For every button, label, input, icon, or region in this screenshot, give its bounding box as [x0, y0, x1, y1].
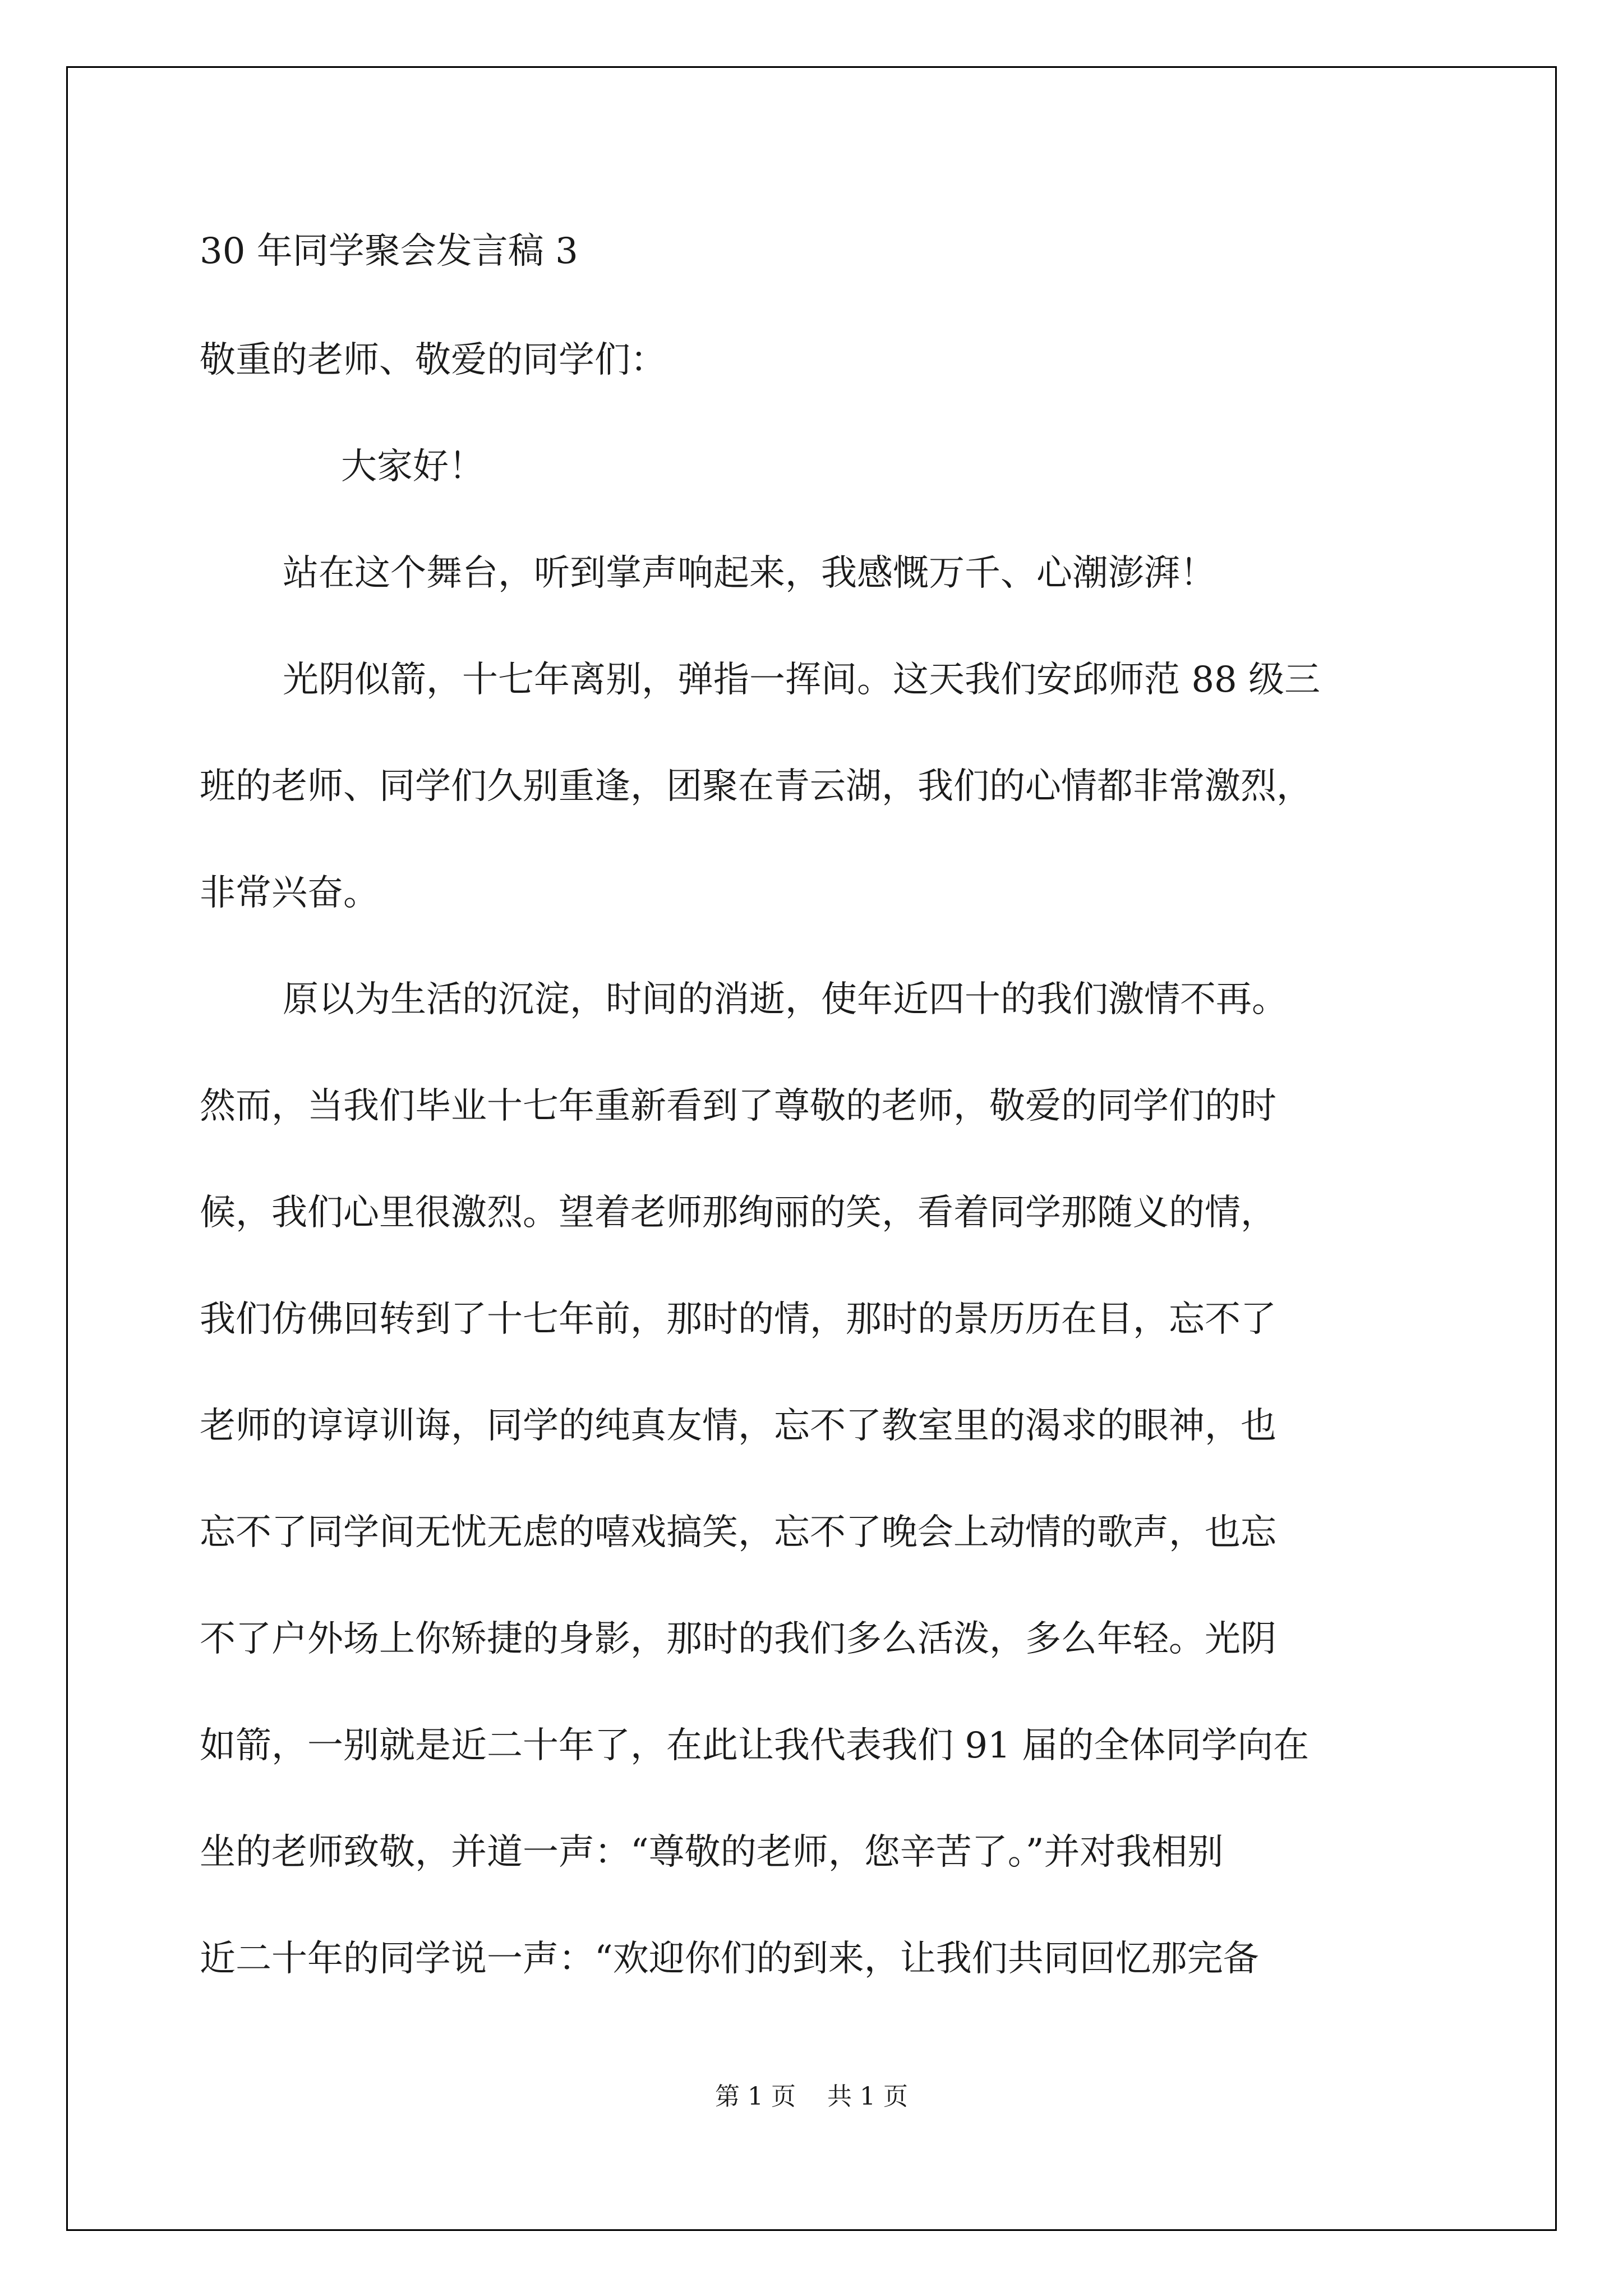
paragraph-line: 忘不了同学间无忧无虑的嘻戏搞笑，忘不了晚会上动情的歌声，也忘 [200, 1512, 1276, 1553]
paragraph-line: 坐的老师致敬，并道一声：“尊敬的老师，您辛苦了。”并对我相别 [200, 1832, 1224, 1873]
page-total: 共 1 页 [827, 2082, 908, 2111]
paragraph-line: 候，我们心里很激烈。望着老师那绚丽的笑，看着同学那随义的情， [200, 1192, 1276, 1234]
paragraph-line: 如箭，一别就是近二十年了，在此让我代表我们 91 届的全体同学向在 [200, 1725, 1310, 1766]
paragraph-line: 非常兴奋。 [200, 872, 379, 914]
paragraph-line: 站在这个舞台，听到掌声响起来，我感慨万千、心潮澎湃！ [283, 553, 1216, 594]
page-footer [0, 2082, 1623, 2111]
document-title: 30 年同学聚会发言稿 3 [200, 231, 578, 272]
page-number: 第 1 页 [715, 2082, 796, 2111]
paragraph-line: 原以为生活的沉淀，时间的消逝，使年近四十的我们激情不再。 [283, 979, 1288, 1020]
paragraph-line: 我们仿佛回转到了十七年前，那时的情，那时的景历历在目，忘不了 [200, 1299, 1276, 1340]
paragraph-line: 班的老师、同学们久别重逢，团聚在青云湖，我们的心情都非常激烈， [200, 766, 1312, 807]
paragraph-line: 光阴似箭，十七年离别，弹指一挥间。这天我们安邱师范 88 级三 [283, 659, 1321, 701]
greeting: 大家好！ [341, 446, 485, 487]
paragraph-line: 老师的谆谆训诲，同学的纯真友情，忘不了教室里的渴求的眼神，也 [200, 1405, 1276, 1447]
paragraph-line: 不了户外场上你矫捷的身影，那时的我们多么活泼，多么年轻。光阴 [200, 1618, 1276, 1660]
salutation: 敬重的老师、敬爱的同学们： [200, 339, 666, 381]
paragraph-line: 然而，当我们毕业十七年重新看到了尊敬的老师，敬爱的同学们的时 [200, 1085, 1276, 1127]
paragraph-line: 近二十年的同学说一声：“欢迎你们的到来，让我们共同回忆那完备 [200, 1938, 1259, 1980]
page-border [66, 66, 1557, 2231]
